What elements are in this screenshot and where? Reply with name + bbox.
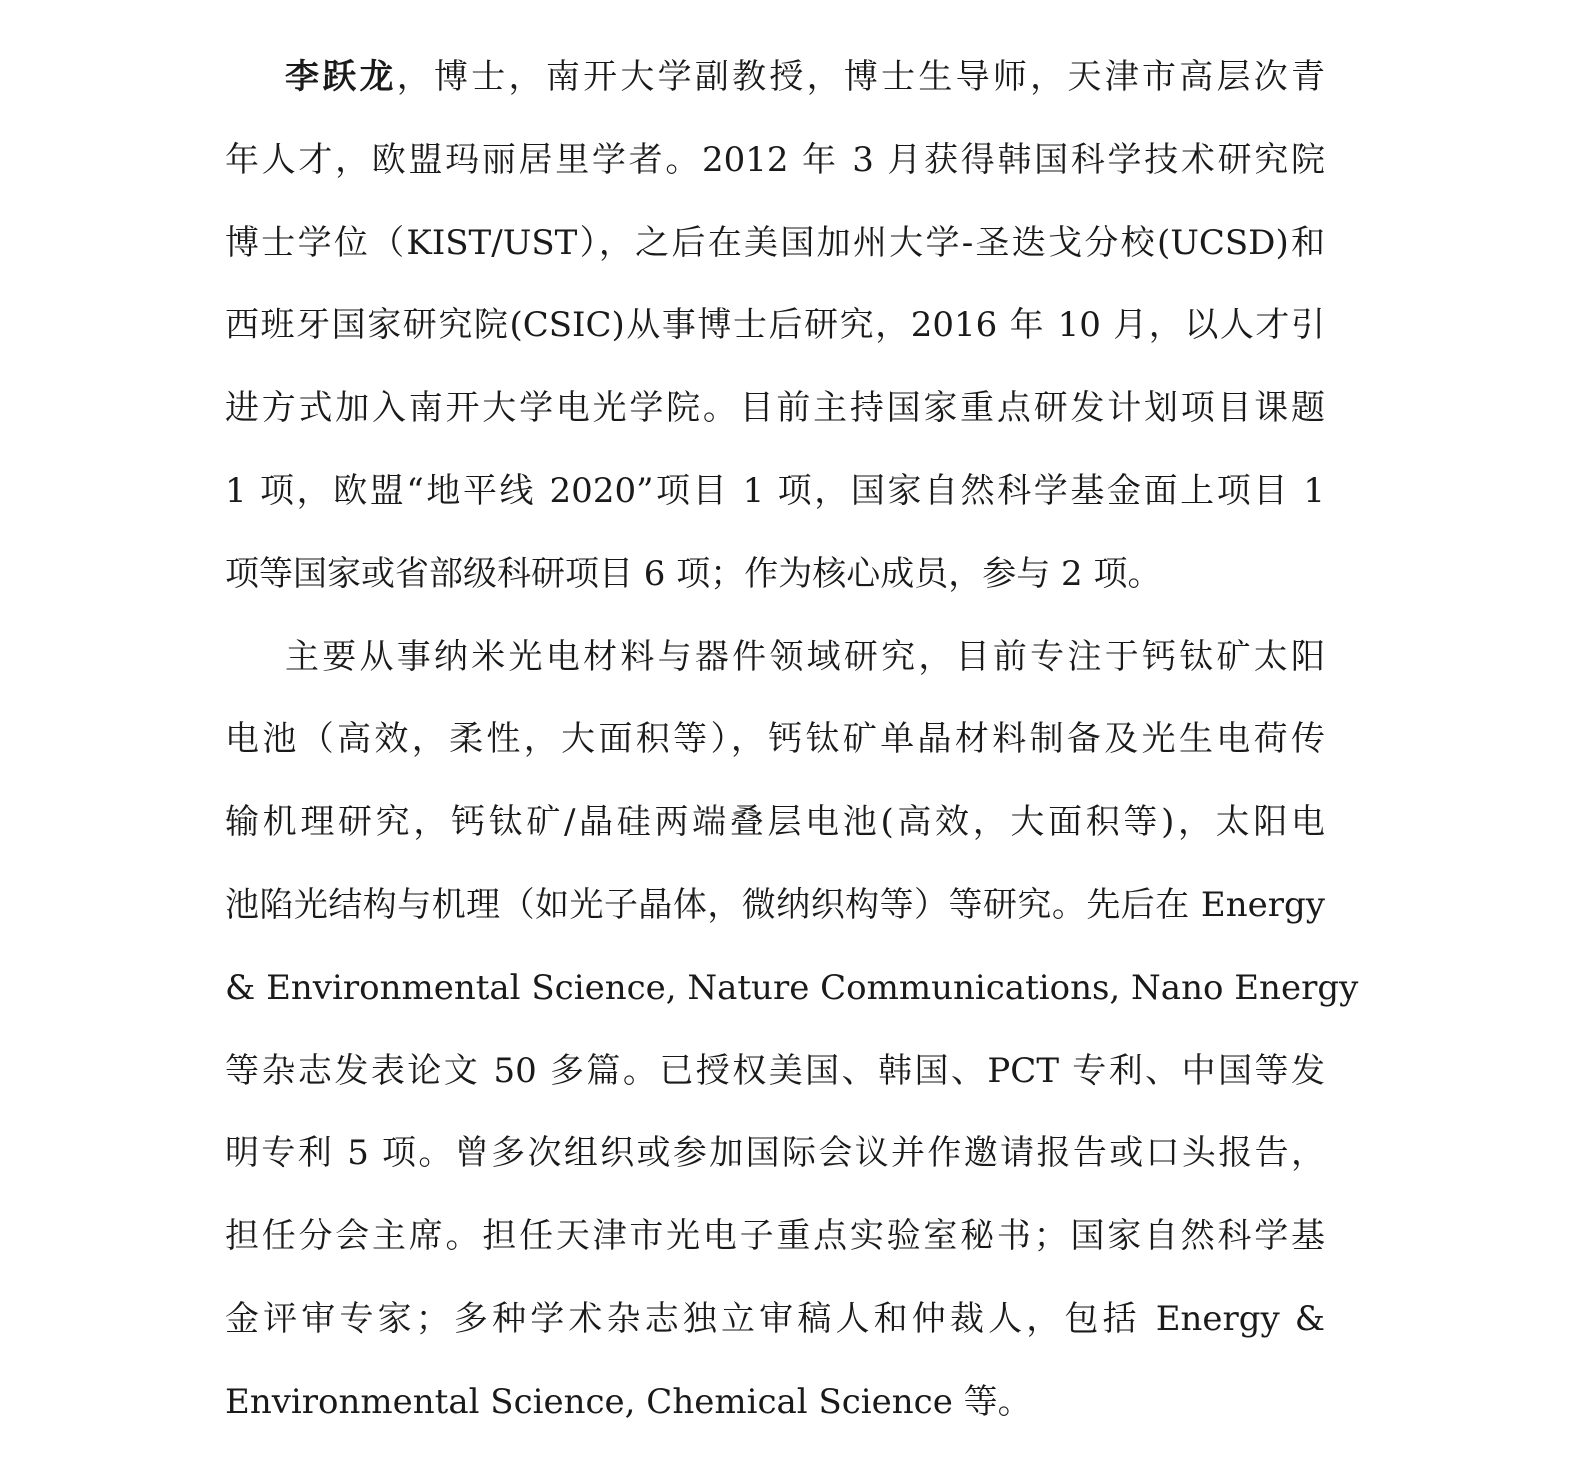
paragraph2-line-9: 金评审专家；多种学术杂志独立审稿人和仲裁人，包括 Energy & — [225, 1298, 1325, 1339]
paragraph1-line-7: 项等国家或省部级科研项目 6 项；作为核心成员，参与 2 项。 — [225, 553, 1162, 594]
biography-text — [225, 36, 1359, 1444]
author-name: 李跃龙 — [285, 57, 397, 97]
paragraph1-line-6: 1 项，欧盟“地平线 2020”项目 1 项，国家自然科学基金面上项目 1 — [225, 470, 1325, 511]
paragraph1-line-4: 西班牙国家研究院(CSIC)从事博士后研究，2016 年 10 月，以人才引 — [225, 305, 1325, 346]
paragraph2-line-3: 输机理研究，钙钛矿/晶硅两端叠层电池(高效，大面积等)，太阳电 — [225, 802, 1325, 843]
paragraph1-line-3: 博士学位（KIST/UST），之后在美国加州大学-圣迭戈分校(UCSD)和 — [225, 222, 1325, 263]
paragraph2-line-7: 明专利 5 项。曾多次组织或参加国际会议并作邀请报告或口头报告， — [225, 1133, 1325, 1174]
paragraph1-line-5: 进方式加入南开大学电光学院。目前主持国家重点研发计划项目课题 — [225, 388, 1325, 429]
paragraph2-line-4: 池陷光结构与机理（如光子晶体，微纳织构等）等研究。先后在 Energy — [225, 884, 1325, 925]
paragraph1-line-2: 年人才，欧盟玛丽居里学者。2012 年 3 月获得韩国科学技术研究院 — [225, 139, 1325, 180]
paragraph2-line-10: Environmental Science, Chemical Science 等。 — [225, 1381, 1032, 1422]
paragraph2-line-1: 主要从事纳米光电材料与器件领域研究，目前专注于钙钛矿太阳 — [285, 636, 1325, 677]
paragraph2-line-5: & Environmental Science, Nature Communications, Nano Energy — [225, 967, 1359, 1008]
paragraph2-line-8: 担任分会主席。担任天津市光电子重点实验室秘书；国家自然科学基 — [225, 1216, 1325, 1257]
paragraph1-line-1: 李跃龙，博士，南开大学副教授，博士生导师，天津市高层次青 — [285, 57, 1326, 97]
paragraph2-line-2: 电池（高效，柔性，大面积等），钙钛矿单晶材料制备及光生电荷传 — [225, 719, 1325, 760]
paragraph2-line-6: 等杂志发表论文 50 多篇。已授权美国、韩国、PCT 专利、中国等发 — [225, 1050, 1325, 1091]
